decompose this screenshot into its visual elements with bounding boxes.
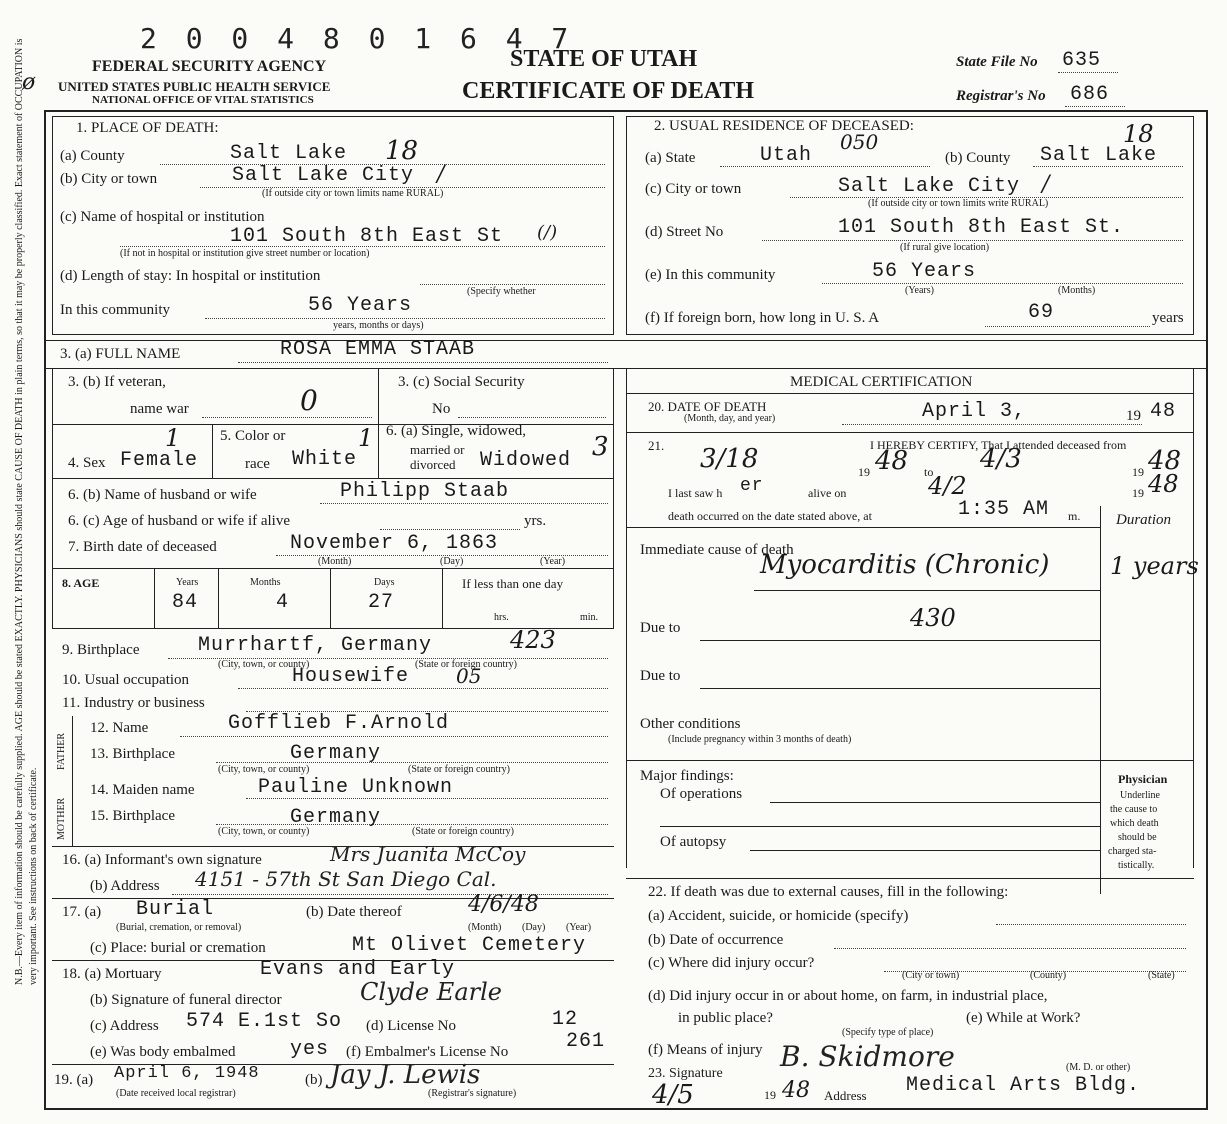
m-label: m. xyxy=(1068,509,1081,523)
res-foreign-unit: years xyxy=(1152,310,1184,326)
mother-city-note: (City, town, or county) xyxy=(218,826,310,837)
mother-birthplace-label: 15. Birthplace xyxy=(90,808,175,824)
immediate-duration: 1 years xyxy=(1110,552,1199,580)
director-label: (b) Signature of funeral director xyxy=(90,992,282,1008)
registrar-date-note: (Date received local registrar) xyxy=(116,1088,236,1099)
registrar-no-label: Registrar's No xyxy=(956,88,1046,104)
res-county-label: (b) County xyxy=(945,150,1011,166)
res-foreign: 69 xyxy=(1028,301,1055,324)
father-city-note: (City, town, or county) xyxy=(218,764,310,775)
due-to-2-label: Due to xyxy=(640,668,681,684)
age-months: 4 xyxy=(276,591,290,614)
physician-note-3: which death xyxy=(1110,818,1159,829)
major-findings-label: Major findings: xyxy=(640,768,734,784)
occupation: Housewife xyxy=(292,665,410,688)
pod-community-note: years, months or days) xyxy=(333,320,424,331)
pod-hospital-note: (If not in hospital or institution give street number or location) xyxy=(120,248,370,259)
registrar-number: 686 xyxy=(1070,83,1110,106)
mortuary-address: 574 E.1st So xyxy=(186,1010,343,1033)
pod-city-label: (b) City or town xyxy=(60,171,158,187)
res-foreign-label: (f) If foreign born, how long in U. S. A xyxy=(645,310,880,326)
informant-signature: Mrs Juanita McCoy xyxy=(330,842,526,866)
embalmed: yes xyxy=(290,1038,330,1061)
birthplace-city-note: (City, town, or county) xyxy=(218,659,310,670)
registrar-label: 19. (a) xyxy=(54,1072,94,1088)
father-name: Gofflieb F.Arnold xyxy=(228,712,450,735)
marital-code: 3 xyxy=(592,432,609,462)
date-of-death-label: 20. DATE OF DEATH xyxy=(648,399,767,414)
signature-year: 48 xyxy=(782,1078,810,1103)
external-e-label: (e) While at Work? xyxy=(966,1010,1081,1026)
pod-city-mark: / xyxy=(437,162,445,187)
sex-code: 1 xyxy=(165,424,181,452)
operations-label: Of operations xyxy=(660,786,743,802)
birth-day-note: (Day) xyxy=(440,556,464,567)
external-specify-note: (Specify type of place) xyxy=(842,1027,934,1038)
spouse-label: 6. (b) Name of husband or wife xyxy=(68,487,257,503)
other-conditions-label: Other conditions xyxy=(640,716,741,732)
father-side-label: FATHER xyxy=(56,732,67,770)
service-name: UNITED STATES PUBLIC HEALTH SERVICE xyxy=(58,79,331,94)
state-file-number: 635 xyxy=(1062,49,1102,72)
spouse-age-unit: yrs. xyxy=(524,513,547,529)
to-year-prefix: 19 xyxy=(1132,465,1144,479)
birth-year-note: (Year) xyxy=(540,556,566,567)
certificate-title: CERTIFICATE OF DEATH xyxy=(462,78,755,104)
registrar-date: April 6, 1948 xyxy=(114,1064,260,1083)
external-d2-label: in public place? xyxy=(678,1010,773,1026)
license: 12 xyxy=(552,1008,579,1031)
ssn-label: 3. (c) Social Security xyxy=(398,374,525,390)
date-of-death: April 3, xyxy=(922,400,1027,423)
mother-maiden: Pauline Unknown xyxy=(258,776,454,799)
agency-name: FEDERAL SECURITY AGENCY xyxy=(92,58,327,75)
res-city-mark: / xyxy=(1042,172,1050,197)
res-community: 56 Years xyxy=(872,260,977,283)
res-community-label: (e) In this community xyxy=(645,267,776,283)
informant-address: 4151 - 57th St San Diego Cal. xyxy=(195,867,497,891)
embalmer-license-label: (f) Embalmer's License No xyxy=(346,1044,509,1060)
immediate-cause: Myocarditis (Chronic) xyxy=(760,550,1050,580)
last-saw-label: I last saw h xyxy=(668,486,723,500)
alive-year-prefix: 19 xyxy=(1132,486,1144,500)
to-label: to xyxy=(924,465,934,479)
burial: Burial xyxy=(136,898,215,921)
immediate-cause-label: Immediate cause of death xyxy=(640,542,794,558)
age-label: 8. AGE xyxy=(62,576,100,590)
office-name: NATIONAL OFFICE OF VITAL STATISTICS xyxy=(92,94,314,106)
physician-signature: B. Skidmore xyxy=(780,1040,955,1073)
birthplace: Murrhartf, Germany xyxy=(198,634,433,657)
death-time: 1:35 AM xyxy=(958,498,1050,521)
res-county: Salt Lake xyxy=(1040,144,1158,167)
burial-place-label: (c) Place: burial or cremation xyxy=(90,940,266,956)
mother-maiden-label: 14. Maiden name xyxy=(90,782,195,798)
res-county-code: 18 xyxy=(1123,120,1154,148)
medical-heading: MEDICAL CERTIFICATION xyxy=(790,374,973,390)
mother-birthplace: Germany xyxy=(290,806,382,829)
war-value: 0 xyxy=(300,384,318,417)
burial-date-label: (b) Date thereof xyxy=(306,904,402,920)
pod-community: 56 Years xyxy=(308,294,413,317)
burial-label: 17. (a) xyxy=(62,904,102,920)
veteran-label: 3. (b) If veteran, xyxy=(68,374,166,390)
from-year-prefix: 19 xyxy=(858,465,870,479)
burial-month-note: (Month) xyxy=(468,922,502,933)
pod-hospital: 101 South 8th East St xyxy=(230,225,504,248)
state-file-label: State File No xyxy=(956,54,1038,70)
birth-month-note: (Month) xyxy=(318,556,352,567)
divorced-label: divorced xyxy=(410,457,456,472)
res-years-note: (Years) xyxy=(905,285,934,296)
external-a-label: (a) Accident, suicide, or homicide (specify) xyxy=(648,908,909,924)
res-months-note: (Months) xyxy=(1058,285,1096,296)
married-label: married or xyxy=(410,442,465,457)
age-months-label: Months xyxy=(250,577,281,588)
pod-city: Salt Lake City xyxy=(232,164,415,187)
res-city-label: (c) City or town xyxy=(645,181,742,197)
sex: Female xyxy=(120,449,199,472)
full-name: ROSA EMMA STAAB xyxy=(280,338,476,361)
res-city: Salt Lake City xyxy=(838,175,1021,198)
address-label: Address xyxy=(824,1088,867,1103)
certify-label: I HEREBY CERTIFY, That I attended deceased from xyxy=(870,438,1127,452)
marital-label: 6. (a) Single, widowed, xyxy=(386,423,526,439)
war-label: name war xyxy=(130,401,189,417)
ssn-no-label: No xyxy=(432,401,451,417)
father-birthplace: Germany xyxy=(290,742,382,765)
stamp-number: 2 0 0 4 8 0 1 6 4 7 xyxy=(140,22,575,55)
physician-note-title: Physician xyxy=(1118,772,1168,786)
autopsy-label: Of autopsy xyxy=(660,834,727,850)
burial-note: (Burial, cremation, or removal) xyxy=(116,922,242,933)
to-year: 48 xyxy=(1148,446,1182,476)
res-street: 101 South 8th East St. xyxy=(838,216,1125,239)
pod-county-label: (a) County xyxy=(60,148,125,164)
registrar-b-label: (b) xyxy=(305,1072,323,1088)
father-name-label: 12. Name xyxy=(90,720,149,736)
external-heading: 22. If death was due to external causes, fill in the following: xyxy=(648,884,1009,900)
res-city-note: (If outside city or town limits write RURAL) xyxy=(868,198,1049,209)
color-label: 5. Color or xyxy=(220,428,286,444)
burial-year-note: (Year) xyxy=(566,922,592,933)
occupation-label: 10. Usual occupation xyxy=(62,672,190,688)
pod-specify-note: (Specify whether xyxy=(467,286,536,297)
mother-state-note: (State or foreign country) xyxy=(412,826,514,837)
state-title: STATE OF UTAH xyxy=(510,46,698,72)
pod-city-note: (If outside city or town limits name RURAL) xyxy=(262,188,444,199)
burial-date: 4/6/48 xyxy=(468,892,539,917)
duration-label: Duration xyxy=(1116,512,1172,528)
signature-year-prefix: 19 xyxy=(764,1088,776,1102)
external-b-label: (b) Date of occurrence xyxy=(648,932,784,948)
margin-instructions-2: very important. See instructions on back of certificate. xyxy=(28,767,39,985)
res-state-code: 050 xyxy=(840,130,879,154)
physician-note-2: the cause to xyxy=(1110,804,1158,815)
father-birthplace-label: 13. Birthplace xyxy=(90,746,175,762)
sex-label: 4. Sex xyxy=(68,455,106,471)
burial-place: Mt Olivet Cemetery xyxy=(352,934,587,957)
alive-year: 48 xyxy=(1148,470,1179,498)
physician-note-1: Underline xyxy=(1120,790,1160,801)
age-years: 84 xyxy=(172,591,199,614)
age-years-label: Years xyxy=(176,577,199,588)
registrar-sig-note: (Registrar's signature) xyxy=(428,1088,517,1099)
external-f-label: (f) Means of injury xyxy=(648,1042,763,1058)
full-name-label: 3. (a) FULL NAME xyxy=(60,346,181,362)
certify-num: 21. xyxy=(648,438,665,453)
external-state-note: (State) xyxy=(1148,970,1175,981)
burial-day-note: (Day) xyxy=(522,922,546,933)
md-note: (M. D. or other) xyxy=(1066,1062,1131,1073)
res-street-note: (If rural give location) xyxy=(900,242,990,253)
external-c-label: (c) Where did injury occur? xyxy=(648,955,815,971)
margin-instructions: N.B.—Every item of information should be carefully supplied. AGE should be stated EXACTLY. PHYSICIANS should state CAUSE OF DEATH in plain terms, so that it may be properly classified. Exact statement of OCCUPATION is xyxy=(14,38,25,985)
lt-day-label: If less than one day xyxy=(462,576,564,591)
mother-side-label: MOTHER xyxy=(56,797,67,840)
embalmed-label: (e) Was body embalmed xyxy=(90,1044,236,1060)
physician-address: Medical Arts Bldg. xyxy=(906,1074,1141,1097)
director-signature: Clyde Earle xyxy=(360,978,502,1006)
place-of-death-heading: 1. PLACE OF DEATH: xyxy=(76,120,219,136)
signature-date: 4/5 xyxy=(652,1080,694,1110)
external-d-label: (d) Did injury occur in or about home, on farm, in industrial place, xyxy=(648,988,1048,1004)
race-code: 1 xyxy=(358,424,374,452)
alive-date: 4/2 xyxy=(928,472,967,500)
pod-hospital-label: (c) Name of hospital or institution xyxy=(60,209,265,225)
physician-note-4: should be xyxy=(1118,832,1157,843)
other-conditions-note: (Include pregnancy within 3 months of death) xyxy=(668,734,852,745)
cause-code: 430 xyxy=(910,604,956,632)
external-city-note: (City or town) xyxy=(902,970,960,981)
pod-community-label: In this community xyxy=(60,302,170,318)
res-state: Utah xyxy=(760,144,813,167)
date-of-death-note: (Month, day, and year) xyxy=(684,413,776,424)
mortuary-label: 18. (a) Mortuary xyxy=(62,966,162,982)
from-year: 48 xyxy=(875,446,909,476)
age-days: 27 xyxy=(368,591,395,614)
father-state-note: (State or foreign country) xyxy=(408,764,510,775)
industry-label: 11. Industry or business xyxy=(62,695,205,711)
mortuary: Evans and Early xyxy=(260,958,456,981)
informant-label: 16. (a) Informant's own signature xyxy=(62,852,262,868)
death-year: 48 xyxy=(1150,400,1177,423)
pod-hospital-mark: (/) xyxy=(537,222,558,243)
attended-to: 4/3 xyxy=(980,444,1022,474)
license-label: (d) License No xyxy=(366,1018,456,1034)
informant-address-label: (b) Address xyxy=(90,878,160,894)
pod-county: Salt Lake xyxy=(230,142,348,165)
alive-label: alive on xyxy=(808,486,847,500)
attended-from: 3/18 xyxy=(700,444,759,474)
residence-heading: 2. USUAL RESIDENCE OF DECEASED: xyxy=(654,118,914,134)
spouse-age-label: 6. (c) Age of husband or wife if alive xyxy=(68,513,291,529)
margin-mark: ø xyxy=(22,70,36,95)
res-state-label: (a) State xyxy=(645,150,696,166)
marital-status: Widowed xyxy=(480,449,572,472)
age-days-label: Days xyxy=(374,577,395,588)
physician-note-6: tistically. xyxy=(1118,860,1155,871)
death-time-label: death occurred on the date stated above, at xyxy=(668,509,872,523)
death-year-prefix: 19 xyxy=(1126,408,1141,424)
birthplace-code: 423 xyxy=(510,626,556,654)
signature-label: 23. Signature xyxy=(648,1066,723,1081)
last-saw-val: er xyxy=(740,476,764,496)
res-street-label: (d) Street No xyxy=(645,224,724,240)
physician-note-5: charged sta- xyxy=(1108,846,1157,857)
birth-date-label: 7. Birth date of deceased xyxy=(68,539,217,555)
pod-county-code: 18 xyxy=(385,136,419,166)
hrs-label: hrs. xyxy=(494,612,509,623)
embalmer-license: 261 xyxy=(566,1030,606,1053)
occupation-code: 05 xyxy=(456,664,482,688)
mortuary-address-label: (c) Address xyxy=(90,1018,159,1034)
pod-stay-label: (d) Length of stay: In hospital or institution xyxy=(60,268,321,284)
birthplace-label: 9. Birthplace xyxy=(62,642,140,658)
race-label: race xyxy=(245,456,270,472)
due-to-1-label: Due to xyxy=(640,620,681,636)
external-county-note: (County) xyxy=(1030,970,1067,981)
race: White xyxy=(292,448,358,471)
spouse-name: Philipp Staab xyxy=(340,480,510,503)
birthplace-state-note: (State or foreign country) xyxy=(415,659,517,670)
birth-date: November 6, 1863 xyxy=(290,532,499,555)
min-label: min. xyxy=(580,612,599,623)
registrar-signature: Jay J. Lewis xyxy=(330,1060,481,1090)
